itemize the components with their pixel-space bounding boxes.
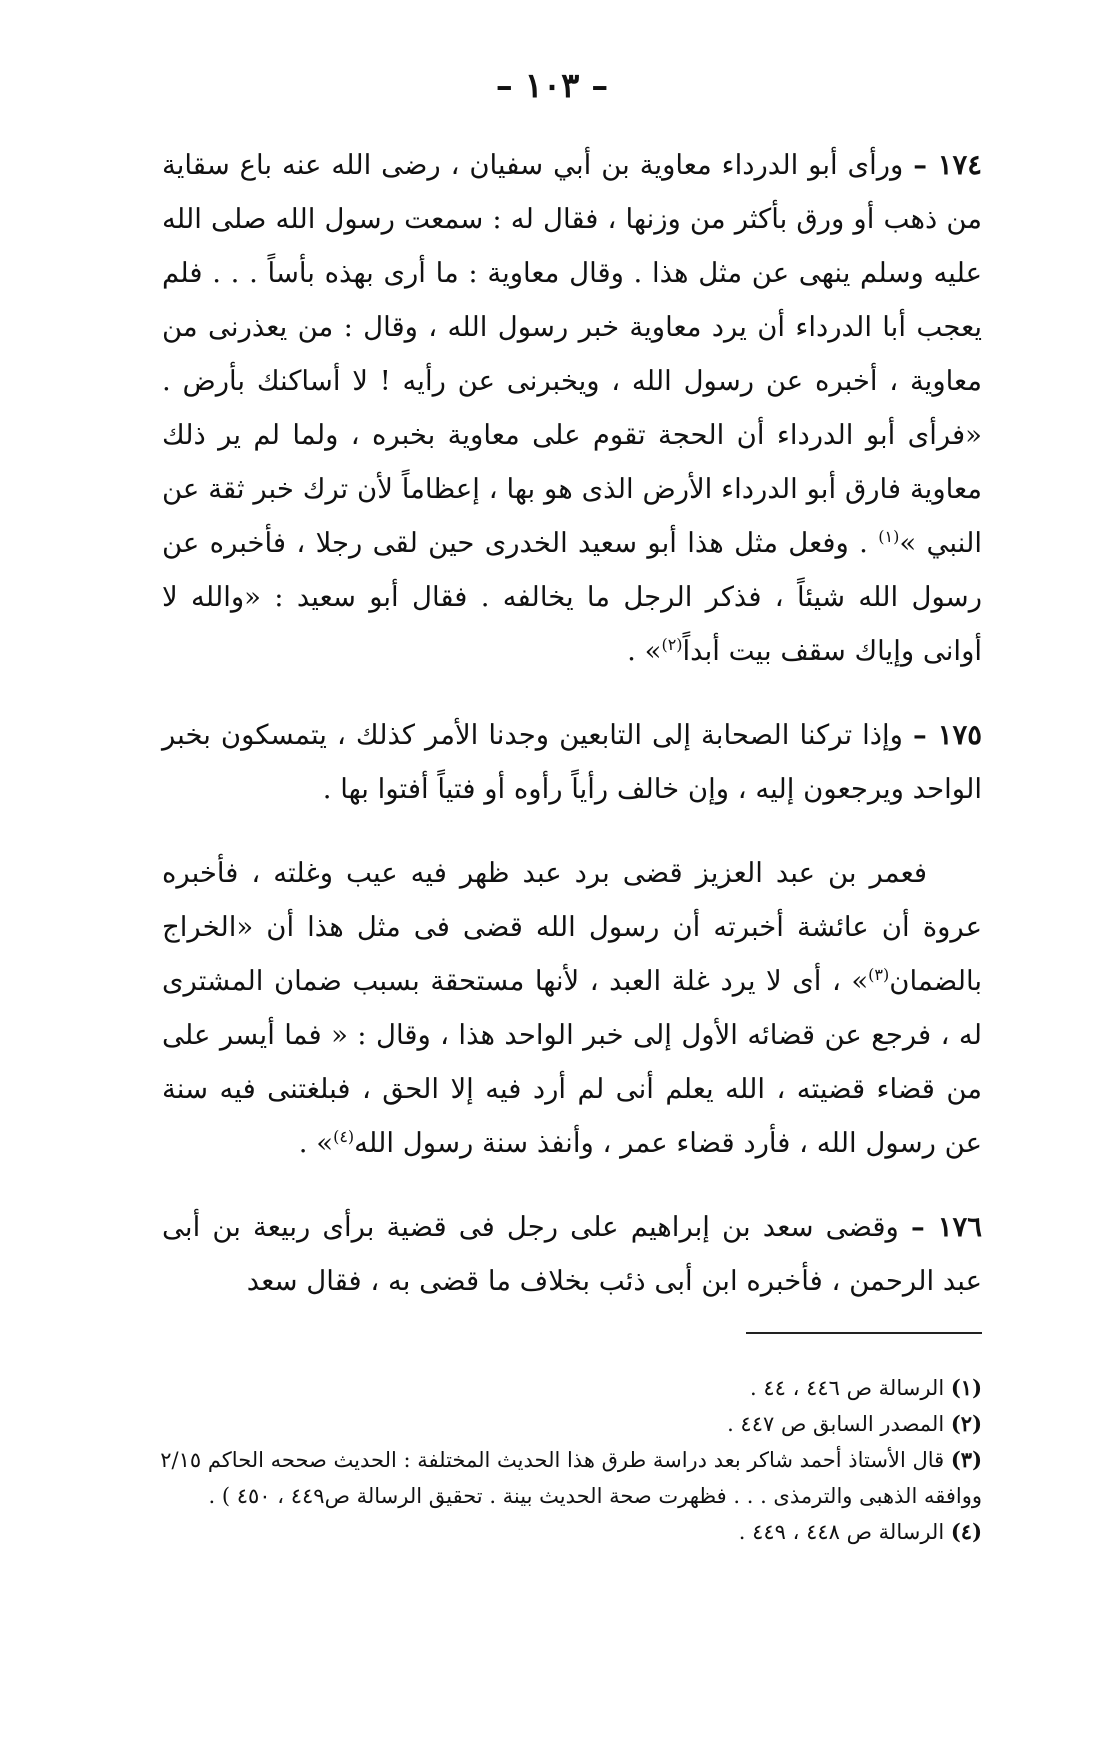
footnote-2 — [150, 1406, 982, 1442]
footnote-text: الرسالة ص ٤٤٦ ، ٤٤ . — [750, 1376, 945, 1400]
paragraph-text: . وفعل مثل هذا أبو سعيد الخدرى حين لقى رجلا ، فأخبره عن رسول الله شيئاً ، فذكر الرجل ما يخالفه . فقال أبو سعيد : «والله لا أوانى وإياك سقف بيت أبداً — [162, 527, 982, 667]
footnote-ref: (١) — [878, 526, 900, 546]
paragraph-text: فعمر بن عبد العزيز قضى برد عبد ظهر فيه عيب وغلته ، فأخبره عروة أن عائشة أخبرته أن رسول الله قضى فى مثل هذا أن «الخراج بالضمان — [162, 857, 982, 997]
paragraph-number: ١٧٥ – — [913, 719, 982, 751]
paragraph-176 — [162, 1200, 982, 1308]
paragraph-number: ١٧٤ – — [913, 149, 983, 181]
main-text — [162, 138, 982, 1308]
footnotes — [150, 1370, 982, 1550]
footnote-mark: (٢) — [950, 1411, 982, 1436]
paragraph-text: وقضى سعد بن إبراهيم على رجل فى قضية برأى ربيعة بن أبى عبد الرحمن ، فأخبره ابن أبى ذئب بخلاف ما قضى به ، فقال سعد — [162, 1211, 982, 1297]
footnote-4 — [150, 1514, 982, 1550]
paragraph-text: ورأى أبو الدرداء معاوية بن أبي سفيان ، رضى الله عنه باع سقاية من ذهب أو ورق بأكثر من وزنها ، فقال له : سمعت رسول الله صلى الله عليه وسلم ينهى عن مثل هذا . وقال معاوية : ما أرى بهذه بأساً . . . فلم يعجب أبا الدرداء أن يرد معاوية خبر رسول الله ، وقال : من يعذرنى من معاوية ، أخبره عن رسول الله ، ويخبرنى عن رأيه ! لا أساكنك بأرض . «فرأى أبو الدرداء أن الحجة تقوم على معاوية بخبره ، ولما لم ير ذلك معاوية فارق أبو الدرداء الأرض الذى هو بها ، إعظاماً لأن ترك خبر ثقة عن النبي » — [162, 149, 982, 559]
paragraph-text: » . — [298, 1127, 334, 1159]
paragraph-umar — [162, 846, 982, 1170]
footnote-3 — [150, 1442, 982, 1514]
footnote-divider — [746, 1332, 982, 1334]
paragraph-text: » . — [627, 635, 662, 667]
paragraph-175 — [162, 708, 982, 816]
paragraph-text: » ، أى لا يرد غلة العبد ، لأنها مستحقة بسبب ضمان المشترى له ، فرجع عن قضائه الأول إلى خبر الواحد هذا ، وقال : « فما أيسر على من قضاء قضيته ، الله يعلم أنى لم أرد فيه إلا الحق ، فبلغتنى فيه سنة عن رسول الله ، فأرد قضاء عمر ، وأنفذ سنة رسول الله — [162, 965, 982, 1159]
footnote-ref: (٢) — [661, 634, 683, 654]
footnote-mark: (٣) — [950, 1447, 982, 1472]
footnote-mark: (١) — [950, 1375, 982, 1400]
footnote-text: الرسالة ص ٤٤٨ ، ٤٤٩ . — [738, 1520, 945, 1544]
footnote-text: قال الأستاذ أحمد شاكر بعد دراسة طرق هذا الحديث المختلفة : الحديث صححه الحاكم ٢/١٥ ووافقه الذهبى والترمذى . . . فظهرت صحة الحديث بينة . تحقيق الرسالة ص٤٤٩ ، ٤٥٠ ) . — [160, 1448, 982, 1508]
footnote-ref: (٣) — [868, 964, 890, 984]
footnote-mark: (٤) — [950, 1519, 982, 1544]
footnote-1 — [150, 1370, 982, 1406]
paragraph-text: وإذا تركنا الصحابة إلى التابعين وجدنا الأمر كذلك ، يتمسكون بخبر الواحد ويرجعون إليه ، وإن خالف رأياً رأوه أو فتياً أفتوا بها . — [162, 719, 982, 805]
footnote-ref: (٤) — [333, 1126, 355, 1146]
paragraph-174 — [162, 138, 982, 678]
page-number: – ١٠٣ – — [495, 66, 609, 106]
paragraph-number: ١٧٦ – — [910, 1211, 983, 1243]
footnote-text: المصدر السابق ص ٤٤٧ . — [727, 1412, 945, 1436]
